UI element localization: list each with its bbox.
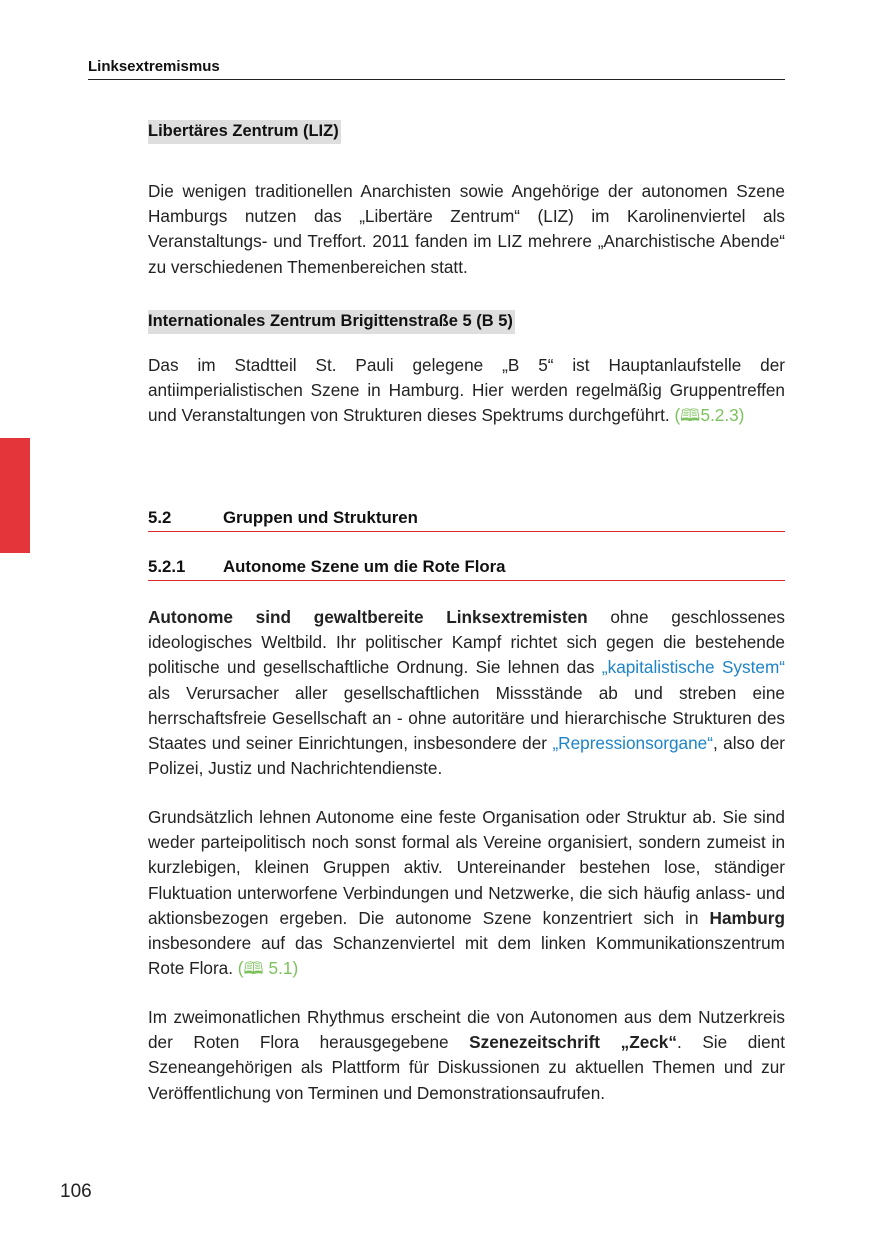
cross-reference-5-1[interactable]: (🕮 5.1)	[237, 958, 299, 979]
section-number: 5.2	[148, 508, 172, 527]
section-heading-5-2	[148, 508, 785, 532]
glossary-link-repressionsorgane[interactable]: „Repressionsorgane“	[552, 733, 713, 754]
b5-text: Das im Stadtteil St. Pauli gelegene „B 5“ ist Hauptanlaufstelle der antiimperialistischen Szene in Hamburg. Hier werden regelmäßig Gruppentreffen und Veranstaltungen von Strukturen dieses Spektrums durchgeführt.	[148, 355, 785, 426]
bold-phrase: Autonome sind gewaltbereite Linksextremisten	[148, 607, 588, 627]
b5-cross-reference[interactable]: (🕮5.2.3)	[674, 405, 745, 426]
running-head: Linksextremismus	[88, 58, 785, 80]
liz-heading: Libertäres Zentrum (LIZ)	[148, 120, 341, 144]
section-heading-5-2-1	[148, 557, 785, 581]
chapter-thumb-tab	[0, 438, 30, 553]
section-title: Autonome Szene um die Rote Flora	[223, 557, 506, 576]
page-number: 106	[60, 1181, 92, 1202]
glossary-link-kapitalistische-system[interactable]: „kapitalistische System“	[601, 657, 785, 678]
section-number: 5.2.1	[148, 557, 186, 576]
bold-hamburg: Hamburg	[709, 907, 785, 928]
b5-paragraph	[148, 353, 785, 429]
bold-zeck: Szenezeitschrift „Zeck“	[469, 1032, 677, 1053]
autonome-paragraph-1: Autonome sind gewaltbereite Linksextremisten ohne geschlossenes ideologisches Weltbild. Ihr politischer Kampf richtet sich gegen die bestehende politische und gesellschaftliche Ordnung. Sie lehnen das „kapitalistische System“ als Verursacher aller gesellschaftlichen Missstände ab und streben eine herrschaftsfreie Gesellschaft an - ohne autoritäre und hierarchische Strukturen des Staates und seiner Einrichtungen, insbesondere der „Repressionsorgane“, also der Polizei, Justiz und Nachrichtendienste.	[148, 607, 785, 779]
autonome-paragraph-3: Im zweimonatlichen Rhythmus erscheint die von Autonomen aus dem Nutzerkreis der Roten Flora herausgegebene Szenezeitschrift „Zeck“. Sie dient Szeneangehörigen als Plattform für Diskussionen zu aktuellen Themen und zur Veröffentlichung von Terminen und Demonstrationsaufrufen.	[148, 1007, 785, 1103]
b5-heading: Internationales Zentrum Brigittenstraße 5 (B 5)	[148, 310, 515, 334]
liz-paragraph: Die wenigen traditionellen Anarchisten sowie Angehörige der autonomen Szene Hamburgs nutzen das „Libertäre Zentrum“ (LIZ) im Karolinenviertel als Veranstaltungs- und Treffort. 2011 fanden im LIZ mehrere „Anarchistische Abende“ zu verschiedenen Themenbereichen statt.	[148, 181, 785, 277]
autonome-paragraph-2: Grundsätzlich lehnen Autonome eine feste Organisation oder Struktur ab. Sie sind weder parteipolitisch noch sonst formal als Vereine organisiert, sondern zumeist in kurzlebigen, kleinen Gruppen aktiv. Untereinander bestehen lose, ständiger Fluktuation unterworfene Verbindungen und Netzwerke, die sich häufig anlass- und aktionsbezogen ergeben. Die autonome Szene konzentriert sich in Hamburg insbesondere auf das Schanzenviertel mit dem linken Kommunikationszentrum Rote Flora. (🕮 5.1)	[148, 807, 785, 979]
section-title: Gruppen und Strukturen	[223, 508, 418, 527]
